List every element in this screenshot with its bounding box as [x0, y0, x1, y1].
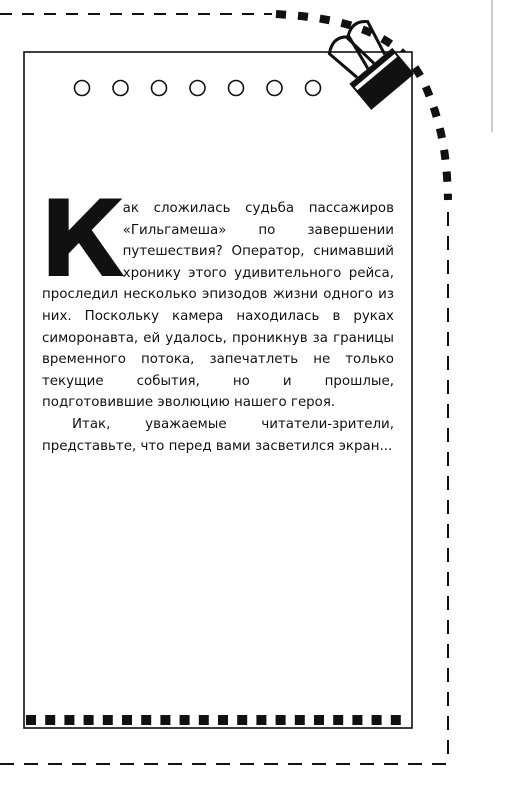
paragraph-1-text: ак сложилась судьба пассажиров «Гильгамеша» по завершении путешествия? Оператор, снимавший хронику этого удивительного рейса, проследил несколько эпизодов жизни одного из них. Поскольку камера находилась в руках симоронавта, ей удалось, проникнув за границы временного потока, запечатлеть не только текущие события, но и прошлые, подготовившие эволюцию нашего героя.	[42, 201, 394, 411]
perforation-square	[333, 715, 343, 725]
perforation-square	[122, 715, 132, 725]
perforation-square	[103, 715, 113, 725]
perforation-square	[237, 715, 247, 725]
perforation-square	[218, 715, 228, 725]
perforation-square	[372, 715, 382, 725]
perforation-square	[276, 715, 286, 725]
drop-cap: К	[39, 178, 122, 301]
perforation-square	[391, 715, 401, 725]
perforation-square	[180, 715, 190, 725]
perforation-square	[45, 715, 55, 725]
perforation-square	[352, 715, 362, 725]
perforation-square	[84, 715, 94, 725]
perforation-square	[64, 715, 74, 725]
perforation-square	[295, 715, 305, 725]
paragraph-1	[39, 128, 394, 414]
article-text	[39, 128, 394, 457]
paragraph-2: Итак, уважаемые читатели-зрители, представьте, что перед вами засветился экран...	[42, 416, 394, 454]
perforation-square	[199, 715, 209, 725]
perforation-square	[141, 715, 151, 725]
perforation-square	[314, 715, 324, 725]
perforation-square	[256, 715, 266, 725]
perforation-square	[160, 715, 170, 725]
perforation-square	[26, 715, 36, 725]
